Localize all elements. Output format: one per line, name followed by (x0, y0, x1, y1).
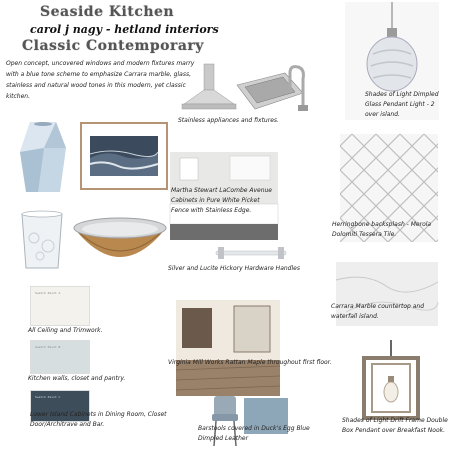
ceiling-caption: All Ceiling and Trimwork. (28, 327, 103, 334)
pendant-caption: Shades of Light Dimpled Glass Pendant Light - 2 over island. (365, 91, 439, 118)
swatch-label: Swatch Paint C (35, 395, 61, 399)
flooring-caption: Virginia Mill Works Rattan Maple throughout first floor. (168, 359, 332, 366)
ocean-art-image (80, 122, 168, 190)
cabinets-caption: Martha Stewart LaCombe Avenue Cabinets in Pure White Picket Fence with Stainless Edge. (171, 187, 272, 214)
walls-caption: Kitchen walls, closet and pantry. (28, 375, 126, 382)
flooring-image (168, 300, 332, 396)
swatch-label: Swatch Paint B (35, 345, 61, 349)
range-hood-image (180, 64, 238, 112)
blue-vase-image (16, 118, 70, 196)
board-style: Classic Contemporary (22, 38, 204, 54)
lower-cabinets-caption: Lower Island Cabinets in Dining Room, Closet Door/Architrave and Bar. (30, 411, 167, 428)
wood-bowl-image (70, 214, 170, 270)
herringbone-tile-image (332, 134, 438, 242)
frame-pendant-caption: Shades of Light Drift Frame Double Box Pendant over Breakfast Nook. (342, 417, 448, 434)
board-title: Seaside Kitchen (40, 4, 175, 20)
paint-swatch-ceiling (30, 286, 90, 326)
frame-pendant-image (350, 340, 432, 424)
cabinets-image (170, 152, 278, 240)
board-author: carol j nagy - hetland interiors (30, 23, 219, 36)
board-description: Open concept, uncovered windows and modern fixtures marry with a blue tone scheme to emphasize Carrara marble, glass, stainless and natural wood tones in this modern, yet classic kitchen. (6, 60, 195, 100)
paint-swatch-walls (30, 340, 90, 374)
carrara-marble-image (331, 262, 438, 326)
backsplash-caption: Herringbone backsplash - Merola Dolomiti Tessera Tile. (332, 221, 432, 238)
hardware-caption: Silver and Lucite Hickory Hardware Handles (168, 265, 300, 272)
glass-tumbler-image (18, 210, 66, 272)
sink-faucet-image (235, 65, 317, 113)
stools-caption: Barstools covered in Duck's Egg Blue Dimpled Leather (198, 425, 310, 442)
marble-caption: Carrara Marble countertop and waterfall island. (331, 303, 425, 320)
glass-pendant-image (345, 2, 439, 120)
swatch-label: Swatch Paint A (35, 291, 61, 295)
handle-hardware-image (210, 244, 292, 262)
appliances-caption: Stainless appliances and fixtures. (178, 117, 279, 124)
